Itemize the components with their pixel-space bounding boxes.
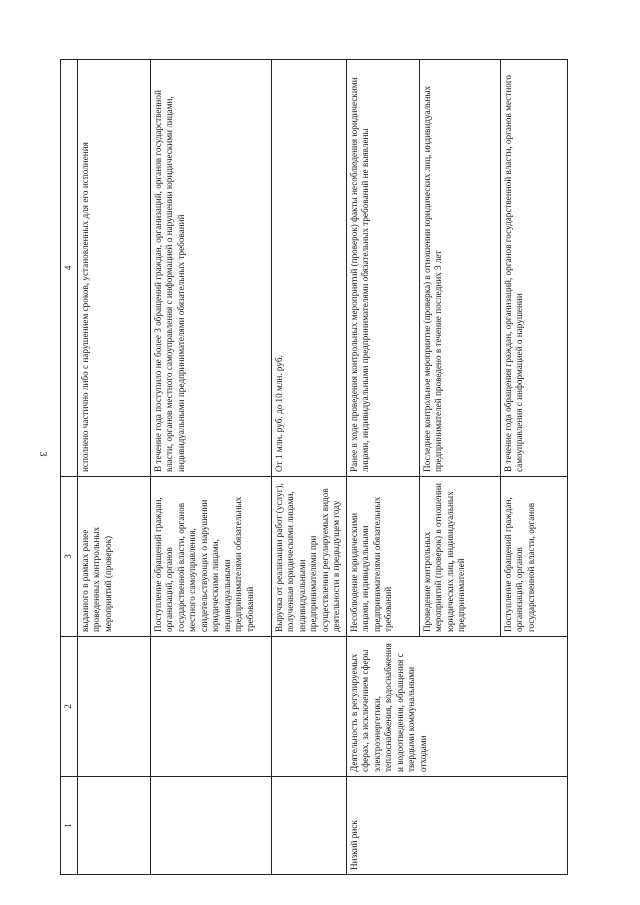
condition-cell: От 1 млн. руб. до 10 млн. руб. (271, 60, 346, 477)
condition-cell: Ранее в ходе проведения контрольных мероприятий (проверок) факты несоблюдения юридическими лицами, индивидуальными предпринимателями обязательных требований не выявлены (346, 60, 419, 477)
table-row (77, 60, 150, 875)
header-row (61, 60, 78, 875)
risk-category-cell (150, 777, 271, 875)
page-number: 3 (37, 451, 48, 457)
criterion-cell: выданного в рамках ранее проведенных контрольных мероприятий (проверок) (77, 477, 150, 637)
column-header-2: 2 (61, 637, 78, 777)
risk-category-cell (77, 777, 150, 875)
column-header-4: 4 (61, 60, 78, 477)
criterion-cell: Выручка от реализации работ (услуг), полученная юридическими лицами, индивидуальными предпринимателями при осуществлении регулируемых видов деятельности в предыдущем году (271, 477, 346, 637)
column-header-1: 1 (61, 777, 78, 875)
criterion-cell: Несоблюдение юридическими лицами, индивидуальными предпринимателями обязательных требований (346, 477, 419, 637)
activity-cell: Деятельность в регулируемых сферах, за исключением сферы электроэнергетики, теплоснабжения, водоснабжения и водоотведения, обращения с твердыми коммунальными отходами (346, 637, 567, 777)
rotated-table-wrapper (60, 60, 582, 875)
criterion-cell: Поступление обращений граждан, организаций, органов государственной власти, органов местного самоуправления, свидетельствующих о нарушении юридическими лицами, индивидуальными предпринимателями обязательных требований (150, 477, 271, 637)
risk-category-cell: Низкий риск (346, 777, 567, 875)
criterion-cell: Проведение контрольных мероприятий (проверок) в отношении юридических лиц, индивидуальных предпринимателей (419, 477, 500, 637)
activity-cell (271, 637, 346, 777)
table-row (150, 60, 271, 875)
activity-cell (150, 637, 271, 777)
criterion-cell: Поступление обращений граждан, организаций, органов государственной власти, органов (500, 477, 567, 637)
risk-criteria-table (60, 59, 568, 875)
condition-cell: В течение года обращения граждан, организаций, органов государственной власти, органов местного самоуправления с информацией о нарушении (500, 60, 567, 477)
table-row (271, 60, 346, 875)
activity-cell (77, 637, 150, 777)
condition-cell: Последнее контрольное мероприятие (проверка) в отношении юридических лиц, индивидуальных предпринимателей проведено в течение последних 3 лет (419, 60, 500, 477)
column-header-3: 3 (61, 477, 78, 637)
table-row (346, 60, 419, 875)
condition-cell: В течение года поступило не более 3 обращений граждан, организаций, органов государственной власти, органов местного самоуправления с информацией о нарушении юридическими лицами, индивидуальными предпринимателями обязательных требований (150, 60, 271, 477)
condition-cell: исполнено частично либо с нарушением сроков, установленных для его исполнения (77, 60, 150, 477)
risk-category-cell (271, 777, 346, 875)
